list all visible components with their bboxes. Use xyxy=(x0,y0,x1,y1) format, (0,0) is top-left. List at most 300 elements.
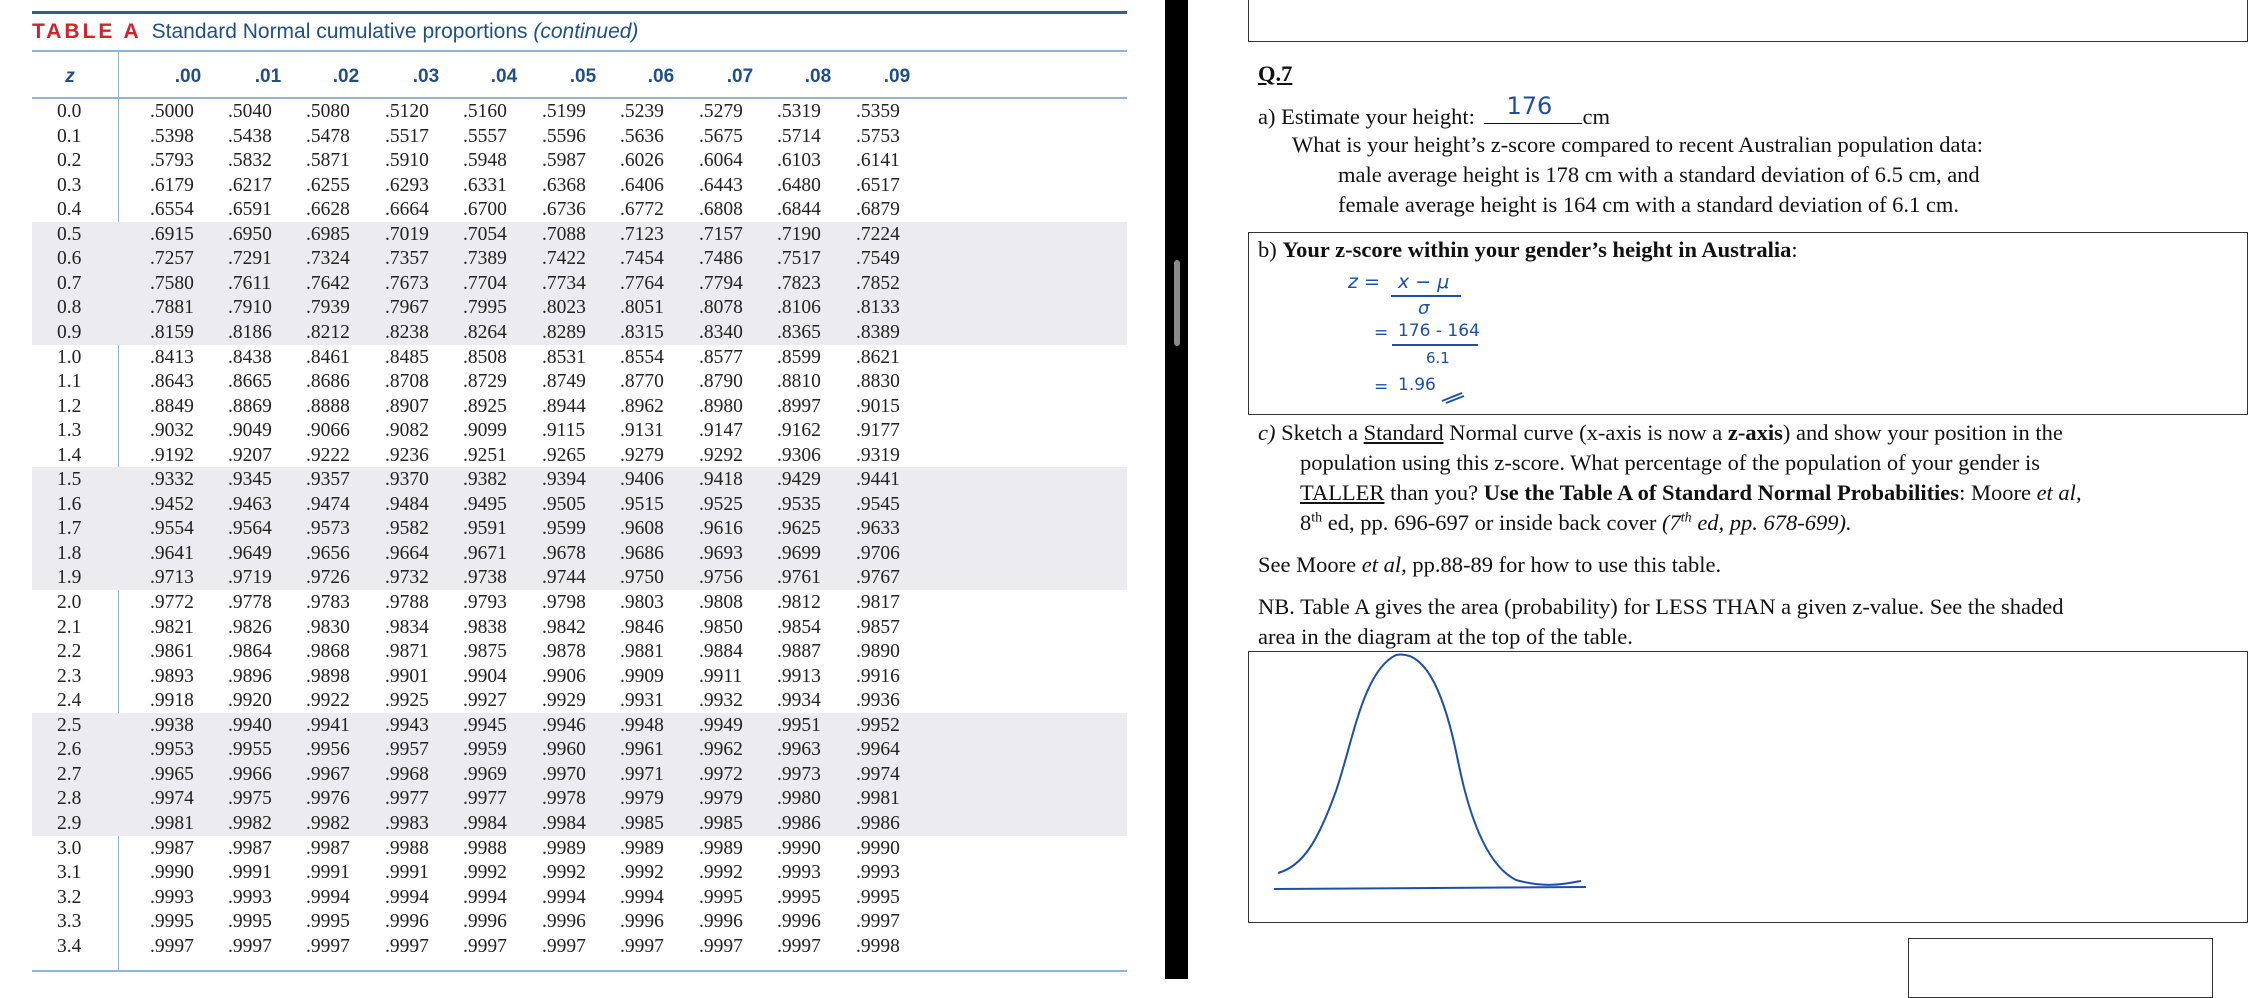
probability-cell: .9793 xyxy=(463,592,507,613)
sketch-axis xyxy=(1274,887,1586,889)
probability-cell: .8849 xyxy=(150,395,194,417)
probability-cell: .8133 xyxy=(856,297,900,319)
probability-cell: .9699 xyxy=(777,542,821,564)
table-row xyxy=(0,273,1165,298)
probability-cell: .9962 xyxy=(699,739,743,761)
probability-cell: .9997 xyxy=(306,935,350,957)
probability-cell: .9394 xyxy=(542,469,586,491)
probability-cell: .9997 xyxy=(777,935,821,957)
z-value-cell: 1.8 xyxy=(57,542,82,564)
table-row xyxy=(0,666,1165,691)
probability-cell: .6064 xyxy=(699,150,743,172)
divider-handle[interactable] xyxy=(1174,260,1180,346)
z-value-cell: 1.6 xyxy=(57,493,82,515)
z-value-cell: 2.6 xyxy=(57,739,82,761)
work-z-label: z = xyxy=(1348,271,1380,293)
fraction-bar xyxy=(1392,344,1478,346)
probability-cell: .8665 xyxy=(228,371,272,393)
probability-cell: .9082 xyxy=(385,420,429,442)
probability-cell: .9875 xyxy=(463,641,507,663)
probability-cell: .9979 xyxy=(699,788,743,810)
probability-cell: .9131 xyxy=(620,420,664,442)
probability-cell: .9991 xyxy=(385,862,429,884)
probability-cell: .7190 xyxy=(777,223,821,245)
probability-cell: .9974 xyxy=(150,788,194,810)
probability-cell: .6700 xyxy=(463,199,507,221)
bottom-rule xyxy=(32,970,1127,972)
probability-cell: .9913 xyxy=(777,665,821,687)
part-c-line1 xyxy=(1258,419,2063,447)
split-view-divider[interactable] xyxy=(1165,0,1188,979)
column-header: .09 xyxy=(883,66,911,87)
height-answer-line xyxy=(1484,92,1582,124)
probability-cell: .8023 xyxy=(542,297,586,319)
probability-cell: .9890 xyxy=(856,641,900,663)
probability-cell: .7224 xyxy=(856,223,900,245)
probability-cell: .9756 xyxy=(699,567,743,589)
probability-cell: .7673 xyxy=(385,272,429,294)
probability-cell: .9979 xyxy=(620,788,664,810)
bell-curve xyxy=(1278,655,1581,885)
probability-cell: .9945 xyxy=(463,714,507,736)
probability-cell: .9966 xyxy=(228,763,272,785)
probability-cell: .9857 xyxy=(856,616,900,638)
probability-cell: .9370 xyxy=(385,469,429,491)
probability-cell: .7517 xyxy=(777,248,821,270)
table-row xyxy=(0,494,1165,519)
probability-cell: .5596 xyxy=(542,125,586,147)
part-c-text: than you? xyxy=(1384,480,1484,505)
probability-cell: .8413 xyxy=(150,346,194,368)
part-c-line4 xyxy=(1300,509,1852,537)
table-row xyxy=(0,101,1165,126)
probability-cell: .8770 xyxy=(620,371,664,393)
table-row xyxy=(0,936,1165,961)
height-unit: cm xyxy=(1582,104,1610,129)
probability-cell: .9995 xyxy=(306,911,350,933)
probability-cell: .9968 xyxy=(385,763,429,785)
probability-cell: .7642 xyxy=(306,272,350,294)
probability-cell: .5438 xyxy=(228,125,272,147)
taller-text: TALLER xyxy=(1300,480,1385,505)
table-row xyxy=(0,126,1165,151)
table-row xyxy=(0,248,1165,273)
probability-cell: .9664 xyxy=(385,542,429,564)
table-row xyxy=(0,862,1165,887)
probability-cell: .7823 xyxy=(777,272,821,294)
probability-cell: .6844 xyxy=(777,199,821,221)
probability-cell: .8238 xyxy=(385,321,429,343)
probability-cell: .9901 xyxy=(385,665,429,687)
probability-cell: .9812 xyxy=(777,592,821,613)
part-c-text: Sketch a xyxy=(1281,420,1358,445)
z-value-cell: 2.8 xyxy=(57,788,82,810)
probability-cell: .6217 xyxy=(228,174,272,196)
table-title xyxy=(32,20,638,44)
probability-cell: .9977 xyxy=(463,788,507,810)
probability-cell: .6591 xyxy=(228,199,272,221)
probability-cell: .9986 xyxy=(856,812,900,834)
probability-cell: .8365 xyxy=(777,321,821,343)
probability-cell: .9996 xyxy=(463,911,507,933)
probability-cell: .9997 xyxy=(542,935,586,957)
probability-cell: .9726 xyxy=(306,567,350,589)
probability-cell: .9977 xyxy=(385,788,429,810)
probability-cell: .6950 xyxy=(228,223,272,245)
part-a-line: What is your height’s z-score compared to recent Australian population data: xyxy=(1292,132,1984,157)
probability-cell: .6293 xyxy=(385,174,429,196)
probability-cell: .6664 xyxy=(385,199,429,221)
probability-cell: .9992 xyxy=(542,862,586,884)
probability-cell: .7734 xyxy=(542,272,586,294)
column-header: .08 xyxy=(804,66,832,87)
probability-cell: .6480 xyxy=(777,174,821,196)
z-value-cell: 0.4 xyxy=(57,199,82,221)
z-value-cell: 0.3 xyxy=(57,174,82,196)
probability-cell: .9993 xyxy=(150,886,194,908)
probability-cell: .8485 xyxy=(385,346,429,368)
probability-cell: .9761 xyxy=(777,567,821,589)
probability-cell: .9918 xyxy=(150,690,194,712)
probability-cell: .8621 xyxy=(856,346,900,368)
probability-cell: .9989 xyxy=(620,837,664,859)
probability-cell: .9967 xyxy=(306,763,350,785)
table-row xyxy=(0,788,1165,813)
probability-cell: .9988 xyxy=(385,837,429,859)
probability-cell: .9983 xyxy=(385,812,429,834)
part-a-line: female average height is 164 cm with a standard deviation of 6.1 cm. xyxy=(1338,192,1960,217)
probability-cell: .9996 xyxy=(699,911,743,933)
table-row xyxy=(0,371,1165,396)
probability-cell: .9965 xyxy=(150,763,194,785)
probability-cell: .9671 xyxy=(463,542,507,564)
probability-cell: .6915 xyxy=(150,223,194,245)
probability-cell: .9951 xyxy=(777,714,821,736)
probability-cell: .5636 xyxy=(620,125,664,147)
probability-cell: .9162 xyxy=(777,420,821,442)
z-value-cell: 1.5 xyxy=(57,469,82,491)
probability-cell: .9641 xyxy=(150,542,194,564)
probability-cell: .9904 xyxy=(463,665,507,687)
probability-cell: .9633 xyxy=(856,518,900,540)
probability-cell: .5478 xyxy=(306,125,350,147)
top-rule xyxy=(32,11,1127,14)
part-b-title: Your z-score within your gender’s height in Australia xyxy=(1282,237,1792,262)
probability-cell: .8508 xyxy=(463,346,507,368)
column-header: .07 xyxy=(726,66,754,87)
probability-cell: .9656 xyxy=(306,542,350,564)
probability-cell: .9798 xyxy=(542,592,586,613)
probability-cell: .8944 xyxy=(542,395,586,417)
probability-cell: .9953 xyxy=(150,739,194,761)
result-underline-mark xyxy=(1440,390,1466,404)
part-b-label: b) xyxy=(1258,237,1283,262)
part-b-prompt xyxy=(1258,236,1798,264)
probability-cell: .9972 xyxy=(699,763,743,785)
table-row xyxy=(0,347,1165,372)
z-value-cell: 1.1 xyxy=(57,371,82,393)
z-value-cell: 1.0 xyxy=(57,346,82,368)
z-value-cell: 2.3 xyxy=(57,665,82,687)
probability-cell: .7291 xyxy=(228,248,272,270)
z-value-cell: 2.7 xyxy=(57,763,82,785)
work-equals: = xyxy=(1374,377,1389,397)
probability-cell: .9896 xyxy=(228,665,272,687)
probability-cell: .9861 xyxy=(150,641,194,663)
part-a-prompt xyxy=(1258,92,1610,131)
probability-cell: .5199 xyxy=(542,101,586,122)
probability-cell: .9192 xyxy=(150,444,194,466)
probability-cell: .9817 xyxy=(856,592,900,613)
probability-cell: .9997 xyxy=(463,935,507,957)
probability-cell: .8997 xyxy=(777,395,821,417)
probability-cell: .7910 xyxy=(228,297,272,319)
probability-cell: .9989 xyxy=(699,837,743,859)
probability-cell: .9515 xyxy=(620,493,664,515)
probability-cell: .9573 xyxy=(306,518,350,540)
probability-cell: .9943 xyxy=(385,714,429,736)
probability-cell: .9992 xyxy=(463,862,507,884)
probability-cell: .9987 xyxy=(306,837,350,859)
probability-cell: .9998 xyxy=(856,935,900,957)
probability-cell: .8599 xyxy=(777,346,821,368)
probability-cell: .9706 xyxy=(856,542,900,564)
probability-cell: .7549 xyxy=(856,248,900,270)
probability-cell: .9599 xyxy=(542,518,586,540)
probability-cell: .9991 xyxy=(228,862,272,884)
probability-cell: .9099 xyxy=(463,420,507,442)
probability-cell: .7580 xyxy=(150,272,194,294)
probability-cell: .6255 xyxy=(306,174,350,196)
probability-cell: .9997 xyxy=(385,935,429,957)
alt-edition-suffix: th xyxy=(1680,510,1692,526)
probability-cell: .8888 xyxy=(306,395,350,417)
probability-cell: .9772 xyxy=(150,592,194,613)
probability-cell: .6517 xyxy=(856,174,900,196)
probability-cell: .9996 xyxy=(777,911,821,933)
probability-cell: .7967 xyxy=(385,297,429,319)
probability-cell: .6772 xyxy=(620,199,664,221)
z-score-result: 1.96 xyxy=(1398,375,1436,395)
probability-cell: .7257 xyxy=(150,248,194,270)
z-value-cell: 2.9 xyxy=(57,812,82,834)
table-row xyxy=(0,224,1165,249)
probability-cell: .9864 xyxy=(228,641,272,663)
probability-cell: .9850 xyxy=(699,616,743,638)
probability-cell: .7088 xyxy=(542,223,586,245)
table-reference: Use the Table A of Standard Normal Probabilities xyxy=(1483,480,1960,505)
probability-cell: .7157 xyxy=(699,223,743,245)
probability-cell: .5160 xyxy=(463,101,507,122)
probability-cell: .9821 xyxy=(150,616,194,638)
probability-cell: .9767 xyxy=(856,567,900,589)
probability-cell: .8810 xyxy=(777,371,821,393)
probability-cell: .9357 xyxy=(306,469,350,491)
probability-cell: .9564 xyxy=(228,518,272,540)
column-header: .03 xyxy=(412,66,440,87)
probability-cell: .9049 xyxy=(228,420,272,442)
z-value-cell: 2.0 xyxy=(57,592,82,613)
probability-cell: .7611 xyxy=(228,272,272,294)
probability-cell: .9898 xyxy=(306,665,350,687)
probability-cell: .6443 xyxy=(699,174,743,196)
probability-cell: .8531 xyxy=(542,346,586,368)
probability-cell: .9382 xyxy=(463,469,507,491)
probability-cell: .9826 xyxy=(228,616,272,638)
probability-cell: .9251 xyxy=(463,444,507,466)
probability-cell: .9957 xyxy=(385,739,429,761)
probability-cell: .7995 xyxy=(463,297,507,319)
probability-cell: .9992 xyxy=(620,862,664,884)
probability-cell: .9964 xyxy=(856,739,900,761)
probability-cell: .9744 xyxy=(542,567,586,589)
probability-cell: .9015 xyxy=(856,395,900,417)
table-row xyxy=(0,543,1165,568)
probability-cell: .9927 xyxy=(463,690,507,712)
probability-cell: .9986 xyxy=(777,812,821,834)
table-title-suffix: (continued) xyxy=(533,20,639,43)
table-row xyxy=(0,764,1165,789)
probability-cell: .9920 xyxy=(228,690,272,712)
note-text: See Moore xyxy=(1258,552,1362,577)
probability-cell: .9608 xyxy=(620,518,664,540)
probability-cell: .9916 xyxy=(856,665,900,687)
probability-cell: .9345 xyxy=(228,469,272,491)
probability-cell: .9952 xyxy=(856,714,900,736)
probability-cell: .9989 xyxy=(542,837,586,859)
probability-cell: .9985 xyxy=(699,812,743,834)
probability-cell: .7881 xyxy=(150,297,194,319)
probability-cell: .9995 xyxy=(228,911,272,933)
probability-cell: .5398 xyxy=(150,125,194,147)
probability-cell: .8907 xyxy=(385,395,429,417)
probability-cell: .9713 xyxy=(150,567,194,589)
probability-cell: .9936 xyxy=(856,690,900,712)
probability-cell: .5120 xyxy=(385,101,429,122)
probability-cell: .5319 xyxy=(777,101,821,122)
probability-cell: .9996 xyxy=(385,911,429,933)
probability-cell: .9846 xyxy=(620,616,664,638)
probability-cell: .9429 xyxy=(777,469,821,491)
probability-cell: .7852 xyxy=(856,272,900,294)
edition-suffix: th xyxy=(1311,510,1323,526)
probability-cell: .8212 xyxy=(306,321,350,343)
probability-cell: .9406 xyxy=(620,469,664,491)
probability-cell: .5910 xyxy=(385,150,429,172)
probability-cell: .9177 xyxy=(856,420,900,442)
probability-cell: .6179 xyxy=(150,174,194,196)
probability-cell: .9582 xyxy=(385,518,429,540)
z-value-cell: 0.6 xyxy=(57,248,82,270)
probability-cell: .9616 xyxy=(699,518,743,540)
work-numerator-values: 176 - 164 xyxy=(1398,321,1480,341)
probability-cell: .9649 xyxy=(228,542,272,564)
probability-cell: .9495 xyxy=(463,493,507,515)
z-value-cell: 3.1 xyxy=(57,862,82,884)
header-rule xyxy=(32,50,1127,52)
probability-cell: .9961 xyxy=(620,739,664,761)
probability-cell: .8925 xyxy=(463,395,507,417)
nb-note-line: NB. Table A gives the area (probability) for LESS THAN a given z-value. See the shaded xyxy=(1258,594,2064,619)
probability-cell: .6736 xyxy=(542,199,586,221)
edition-number: 8 xyxy=(1300,510,1312,535)
probability-cell: .8389 xyxy=(856,321,900,343)
probability-cell: .9994 xyxy=(620,886,664,908)
probability-cell: .9803 xyxy=(620,592,664,613)
probability-cell: .7486 xyxy=(699,248,743,270)
probability-cell: .9992 xyxy=(699,862,743,884)
probability-cell: .8729 xyxy=(463,371,507,393)
probability-cell: .9985 xyxy=(620,812,664,834)
probability-cell: .9974 xyxy=(856,763,900,785)
probability-cell: .7389 xyxy=(463,248,507,270)
probability-cell: .5987 xyxy=(542,150,586,172)
probability-cell: .5080 xyxy=(306,101,350,122)
probability-cell: .8643 xyxy=(150,371,194,393)
et-al: et al xyxy=(2036,480,2076,505)
probability-cell: .9868 xyxy=(306,641,350,663)
probability-cell: .9929 xyxy=(542,690,586,712)
probability-cell: .9719 xyxy=(228,567,272,589)
probability-cell: .9978 xyxy=(542,788,586,810)
probability-cell: .9783 xyxy=(306,592,350,613)
probability-cell: .6141 xyxy=(856,150,900,172)
probability-cell: .9854 xyxy=(777,616,821,638)
part-c-label: c) xyxy=(1258,420,1276,445)
table-row xyxy=(0,911,1165,936)
probability-cell: .9956 xyxy=(306,739,350,761)
probability-cell: .9984 xyxy=(542,812,586,834)
probability-cell: .8980 xyxy=(699,395,743,417)
probability-cell: .9887 xyxy=(777,641,821,663)
z-value-cell: 3.4 xyxy=(57,935,82,957)
probability-cell: .9995 xyxy=(856,886,900,908)
probability-cell: .9922 xyxy=(306,690,350,712)
probability-cell: .9222 xyxy=(306,444,350,466)
table-row xyxy=(0,396,1165,421)
probability-cell: .9452 xyxy=(150,493,194,515)
probability-cell: .9976 xyxy=(306,788,350,810)
probability-cell: .5753 xyxy=(856,125,900,147)
probability-cell: .9997 xyxy=(699,935,743,957)
probability-cell: .9959 xyxy=(463,739,507,761)
normal-curve-sketch xyxy=(1248,651,2248,923)
probability-cell: .7019 xyxy=(385,223,429,245)
probability-cell: .5040 xyxy=(228,101,272,122)
header-rule xyxy=(32,97,1127,99)
probability-cell: .7054 xyxy=(463,223,507,245)
probability-cell: .9834 xyxy=(385,616,429,638)
table-row xyxy=(0,297,1165,322)
probability-cell: .9484 xyxy=(385,493,429,515)
probability-cell: .8749 xyxy=(542,371,586,393)
probability-cell: .9032 xyxy=(150,420,194,442)
probability-cell: .5675 xyxy=(699,125,743,147)
probability-cell: .9990 xyxy=(150,862,194,884)
probability-cell: .5000 xyxy=(150,101,194,122)
work-denominator: σ xyxy=(1418,298,1430,319)
probability-cell: .8869 xyxy=(228,395,272,417)
table-row xyxy=(0,469,1165,494)
probability-cell: .9292 xyxy=(699,444,743,466)
table-row xyxy=(0,641,1165,666)
column-header: .01 xyxy=(254,66,282,87)
probability-cell: .9881 xyxy=(620,641,664,663)
probability-cell: .9997 xyxy=(856,911,900,933)
probability-cell: .9991 xyxy=(306,862,350,884)
table-row xyxy=(0,813,1165,838)
probability-cell: .9893 xyxy=(150,665,194,687)
